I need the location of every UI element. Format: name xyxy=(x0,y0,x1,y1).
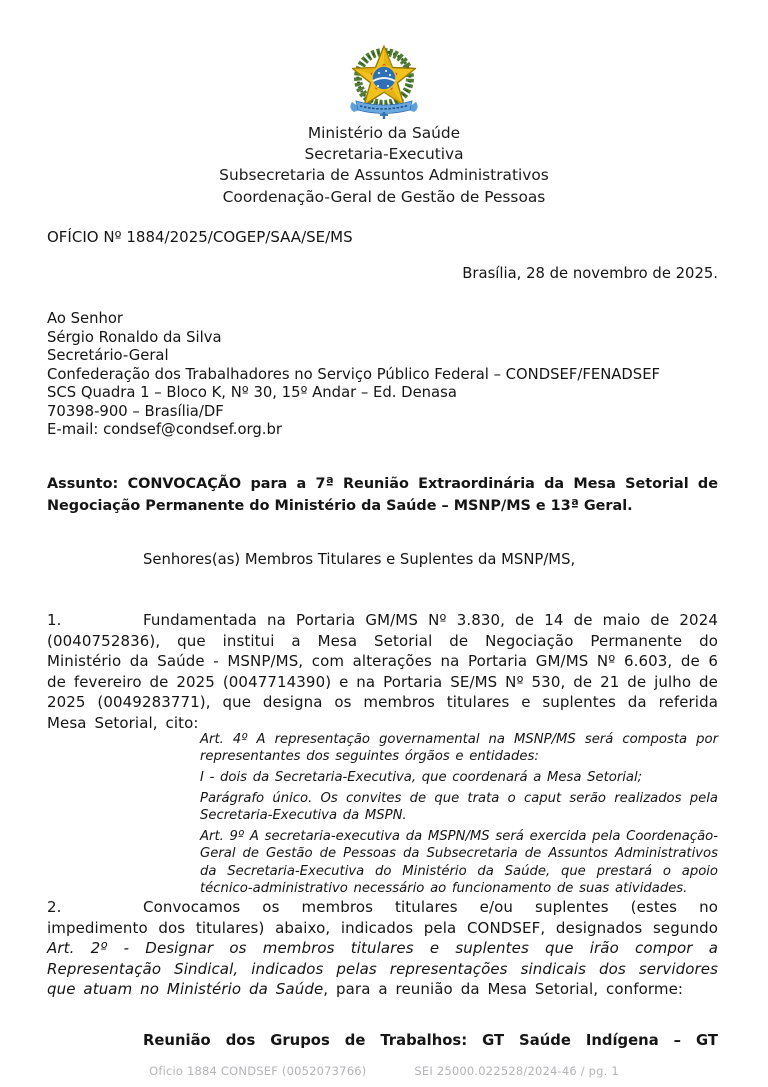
quote-paragrafo-unico: Parágrafo único. Os convites de que trata o caput serão realizados pela Secretaria-Executiva da MSPN. xyxy=(200,790,718,824)
org-line-secretariat: Secretaria-Executiva xyxy=(304,145,464,164)
recipient-title: Secretário-Geral xyxy=(47,347,169,364)
quote-art-4: Art. 4º A representação governamental na MSNP/MS será composta por representantes dos seguintes órgãos e entidades: xyxy=(200,732,718,765)
paragraph-1-number: 1. xyxy=(47,611,62,629)
subject-block xyxy=(47,474,718,517)
paragraph-2-text-regular-1: Convocamos os membros titulares e/ou suplentes (estes no impedimento dos titulares) abaixo, indicados pela CONDSEF, designados segundo xyxy=(47,898,718,937)
recipient-organization: Confederação dos Trabalhadores no Serviço Público Federal – CONDSEF/FENADSEF xyxy=(47,365,661,383)
paragraph-1 xyxy=(47,610,718,733)
oficio-number: OFÍCIO Nº 1884/2025/COGEP/SAA/SE/MS xyxy=(47,228,353,246)
closing-bold-line: Reunião dos Grupos de Trabalhos: GT Saúde Indígena – GT xyxy=(143,1032,718,1049)
date-line: Brasília, 28 de novembro de 2025. xyxy=(462,265,718,282)
footer-sei-page-ref: SEI 25000.022528/2024-46 / pg. 1 xyxy=(414,1064,619,1078)
recipient-name: Sérgio Ronaldo da Silva xyxy=(47,328,222,346)
quote-inciso-1: I - dois da Secretaria-Executiva, que coordenará a Mesa Setorial; xyxy=(200,770,643,786)
paragraph-2-text-italic: Art. 2º - Designar os membros titulares e suplentes que irão compor a Representação Sindical, indicados pelas representações sindicais dos servidores que atuam no Ministério da Saúde xyxy=(47,939,718,998)
recipient-block xyxy=(47,310,660,440)
quote-art-9: Art. 9º A secretaria-executiva da MSPN/MS será exercida pela Coordenação-Geral de Gestão de Pessoas da Subsecretaria de Assuntos Administrativos da Secretaria-Executiva do Ministério da Saúde, que prestará o apoio técnico-administrativo necessário ao funcionamento de suas atividades. xyxy=(200,828,718,896)
paragraph-2-number: 2. xyxy=(47,898,62,916)
brazil-coat-of-arms-icon xyxy=(342,42,426,122)
salutation-line: Senhores(as) Membros Titulares e Suplentes da MSNP/MS, xyxy=(143,551,576,568)
letterhead xyxy=(0,123,768,208)
subject-line-1: Assunto: CONVOCAÇÃO para a 7ª Reunião Extraordinária da Mesa Setorial de xyxy=(47,476,718,492)
paragraph-2-text-regular-2: , para a reunião da Mesa Setorial, conforme: xyxy=(323,980,684,998)
subject-line-2: Negociação Permanente do Ministério da Saúde – MSNP/MS e 13ª Geral. xyxy=(47,497,633,514)
org-line-subsecretariat: Subsecretaria de Assuntos Administrativos xyxy=(219,166,549,185)
org-line-ministry: Ministério da Saúde xyxy=(307,124,461,142)
paragraph-1-text: Fundamentada na Portaria GM/MS Nº 3.830, de 14 de maio de 2024 (0040752836), que institui a Mesa Setorial de Negociação Permanente do Ministério da Saúde - MSNP/MS, com alterações na Portaria GM/MS Nº 6.603, de 6 de fevereiro de 2025 (0047714390) e na Portaria SE/MS Nº 530, de 21 de julho de 2025 (0049283771), que designa os membros titulares e suplentes da referida Mesa Setorial, cito: xyxy=(47,611,718,732)
recipient-email: E-mail: condsef@condsef.org.br xyxy=(47,421,282,438)
org-line-coordination: Coordenação-Geral de Gestão de Pessoas xyxy=(222,187,546,206)
paragraph-2 xyxy=(47,897,718,1000)
page-footer xyxy=(0,1064,768,1078)
recipient-postal-city: 70398-900 – Brasília/DF xyxy=(47,402,224,420)
recipient-salutation-line: Ao Senhor xyxy=(47,310,124,327)
quoted-articles-block xyxy=(200,731,718,901)
footer-document-ref: Oficio 1884 CONDSEF (0052073766) xyxy=(149,1064,367,1078)
recipient-address: SCS Quadra 1 – Bloco K, Nº 30, 15º Andar – Ed. Denasa xyxy=(47,384,457,401)
